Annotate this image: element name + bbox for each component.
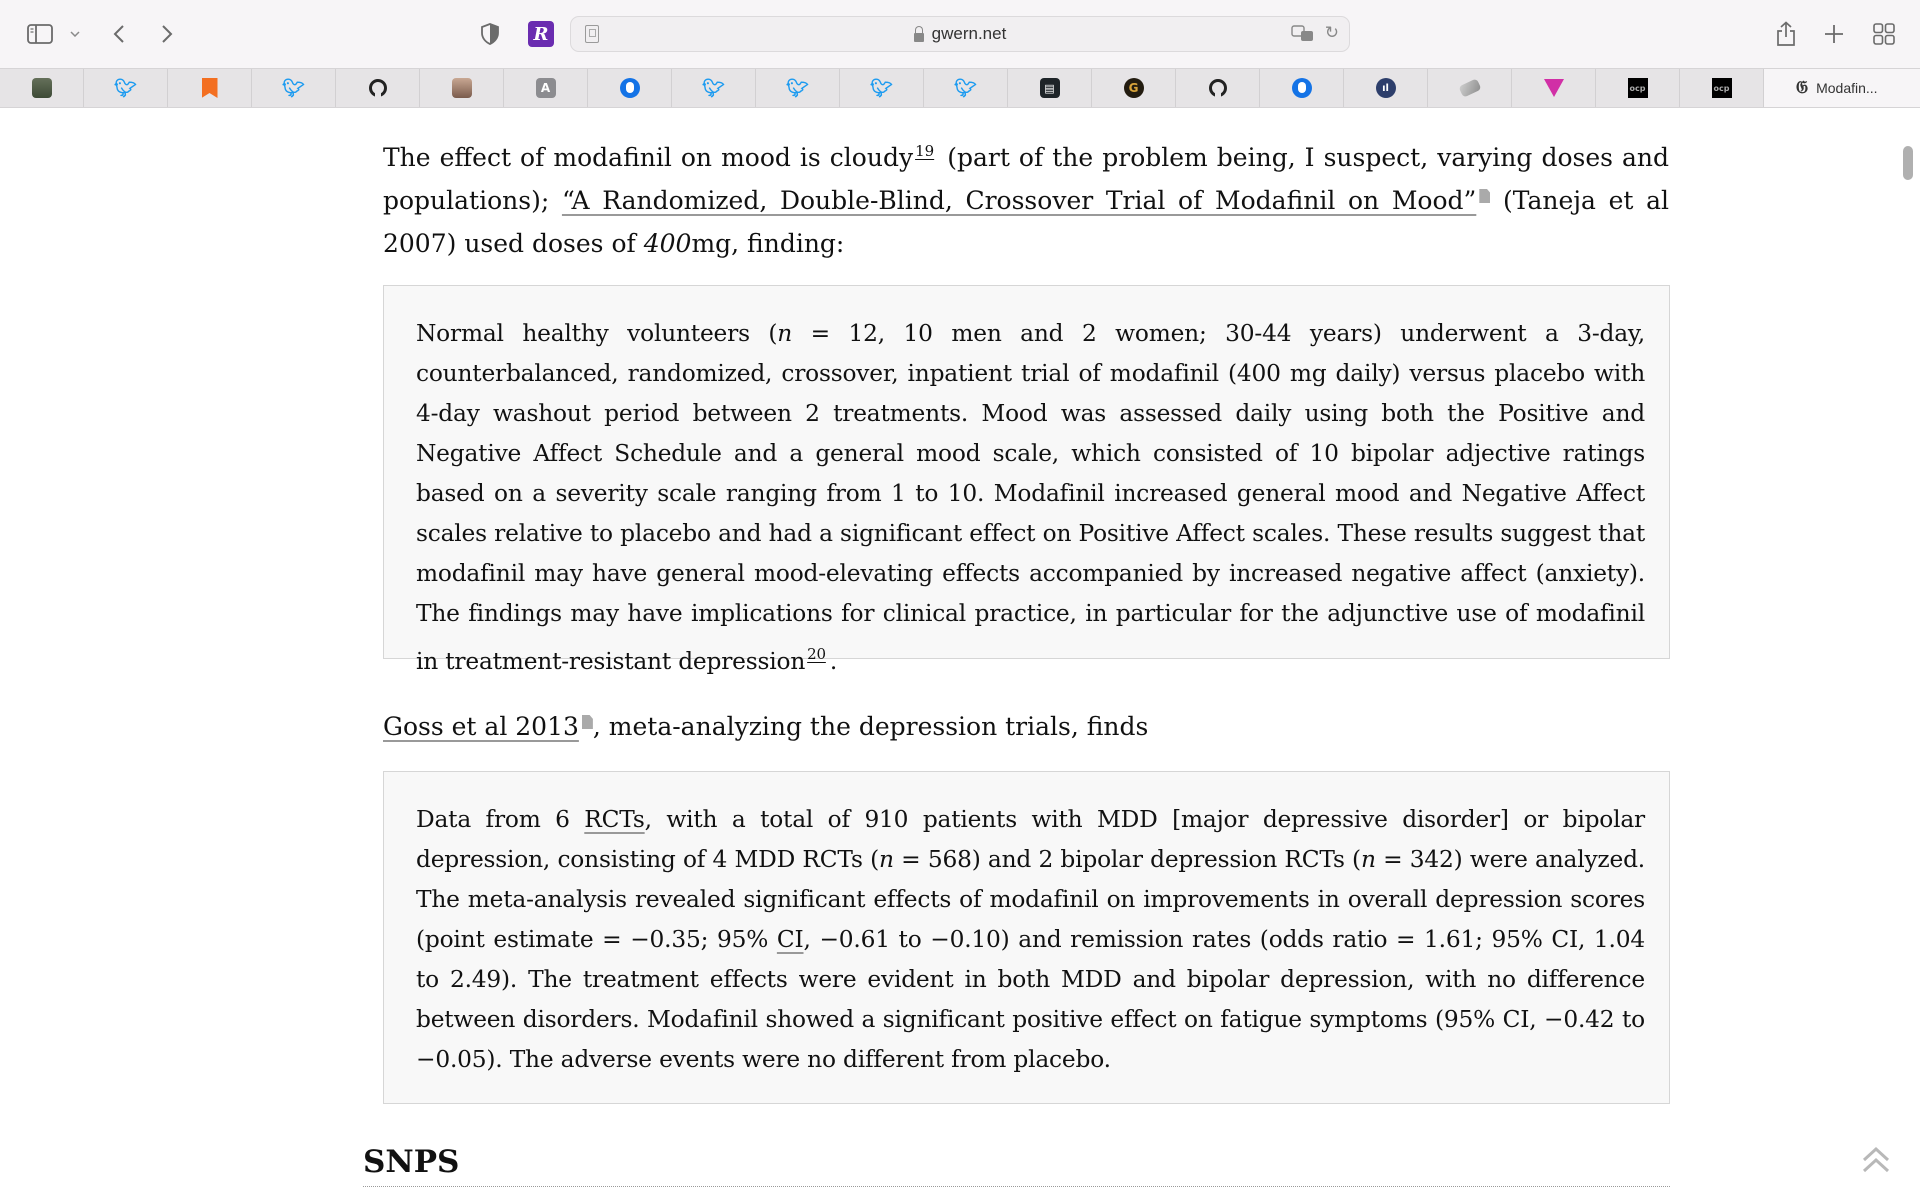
photo-thumbnail-icon (32, 78, 52, 98)
twitter-icon: 🐦︎ (954, 77, 977, 99)
text: , −0.61 to −0.10) and remission rates (odds ratio = 1.61; 95% CI, 1.04 to 2.49). The treatment effects were evident in both MDD and bipolar depression, with no difference between disorders. Modafinil showed a significant positive effect on fatigue symptoms (95% CI, −0.42 to −0.05). The adverse events were no different from placebo. (416, 926, 1645, 1073)
rcts-link[interactable]: RCTs (584, 806, 645, 833)
n-symbol: n (879, 846, 894, 873)
tab-pinned-13[interactable] (1008, 69, 1092, 107)
twitter-icon: 🐦︎ (786, 77, 809, 99)
n-symbol: n (1360, 846, 1376, 873)
intro-paragraph (383, 130, 1669, 265)
back-button[interactable] (108, 20, 130, 48)
tab-pinned-20[interactable] (1596, 69, 1680, 107)
tab-pinned-15[interactable] (1176, 69, 1260, 107)
black-square-icon: ocp (1712, 78, 1732, 98)
scrollbar-thumb[interactable] (1903, 146, 1913, 180)
gwern-logo-icon: 𝔊 (1796, 78, 1809, 98)
new-tab-icon[interactable] (1822, 20, 1846, 48)
chart-globe-icon: ıl (1376, 78, 1396, 98)
tab-title: Modafin... (1816, 80, 1878, 96)
back-to-top-button[interactable] (1858, 1142, 1894, 1178)
goss-paragraph (383, 705, 1669, 748)
dose-value: 400 (643, 229, 692, 258)
double-chevron-up-icon (1858, 1142, 1894, 1178)
eraser-icon (1458, 78, 1481, 97)
twitter-icon: 🐦︎ (702, 77, 725, 99)
text: (part of the problem being, I suspect, varying doses and populations); (383, 143, 1670, 215)
github-icon (369, 79, 387, 97)
text: Data from 6 (416, 806, 585, 833)
tab-pinned-7[interactable] (504, 69, 588, 107)
tab-pinned-11[interactable] (840, 69, 924, 107)
text: , with a total of 910 patients with MDD [major depressive disorder] or bipolar depression, consisting of 4 MDD RCTs ( (416, 806, 1645, 873)
n-symbol: n (777, 320, 793, 347)
portrait-photo-icon (452, 78, 472, 98)
text: Normal healthy volunteers ( (416, 320, 778, 347)
twitter-icon: 🐦︎ (282, 77, 305, 99)
text: = 342) were analyzed. The meta-analysis revealed significant effects of modafinil on improvements in overall depression scores (point estimate = −0.35; 95% (416, 846, 1645, 953)
tab-overview-icon[interactable] (1872, 20, 1896, 48)
share-icon[interactable] (1774, 20, 1798, 48)
tab-pinned-18[interactable] (1428, 69, 1512, 107)
text: = 12, 10 men and 2 women; 30-44 years) underwent a 3-day, counterbalanced, randomized, crossover, inpatient trial of modafinil (400 mg daily) versus placebo with 4-day washout period between 2 treatments. Mood was assessed daily using both the Positive and Negative Affect Schedule and a general mood scale, which consisted of 10 bipolar adjective ratings based on a severity scale ranging from 1 to 10. Modafinil increased general mood and Negative Affect scales relative to placebo and had a significant effect on Positive Affect scales. These results suggest that modafinil may have general mood-elevating effects accompanied by increased negative affect (anxiety). The findings may have implications for clinical practice, in particular for the adjunctive use of modafinil in treatment-resistant depression (416, 320, 1645, 675)
translate-icon[interactable] (1291, 25, 1315, 46)
pink-triangle-icon (1544, 79, 1564, 97)
taneja-abstract-blockquote (383, 285, 1670, 675)
reload-icon[interactable]: ↻ (1324, 23, 1339, 42)
tab-pinned-8[interactable] (588, 69, 672, 107)
privacy-shield-icon[interactable] (478, 20, 502, 48)
tab-pinned-10[interactable] (756, 69, 840, 107)
text: , meta-analyzing the depression trials, finds (592, 712, 1149, 741)
footnote-19-link[interactable]: 19 (915, 142, 935, 160)
chevron-down-icon[interactable] (68, 20, 82, 48)
tab-pinned-2[interactable] (84, 69, 168, 107)
extension-r-icon[interactable]: R (528, 21, 554, 47)
pdf-icon (1479, 189, 1490, 203)
text: The effect of modafinil on mood is cloudy (383, 143, 914, 172)
tab-active[interactable] (1764, 69, 1920, 107)
text: = 568) and 2 bipolar depression RCTs ( (893, 846, 1361, 873)
tab-pinned-5[interactable] (336, 69, 420, 107)
text: . (829, 648, 838, 675)
tab-pinned-6[interactable] (420, 69, 504, 107)
tab-bar (0, 68, 1920, 108)
blue-o-icon (620, 78, 640, 98)
github-icon (1209, 79, 1227, 97)
text: (Taneja et al 2007) used doses of (383, 186, 1669, 258)
letter-a-icon: A (536, 78, 556, 98)
blue-o-icon (1292, 78, 1312, 98)
address-bar[interactable] (570, 16, 1350, 52)
browser-toolbar (0, 0, 1920, 68)
tab-pinned-21[interactable] (1680, 69, 1764, 107)
twitter-icon: 🐦︎ (114, 77, 137, 99)
text: mg, finding: (691, 229, 845, 258)
page-viewport (0, 108, 1920, 1200)
tab-pinned-3[interactable] (168, 69, 252, 107)
twitter-icon: 🐦︎ (870, 77, 893, 99)
url-text: gwern.net (931, 24, 1007, 43)
goss-2013-link[interactable]: Goss et al 2013 (383, 712, 579, 741)
sidebar-toggle-icon[interactable] (26, 20, 54, 48)
ci-link[interactable]: CI (776, 926, 804, 953)
footnote-20-link[interactable]: 20 (807, 645, 826, 663)
tab-pinned-17[interactable] (1344, 69, 1428, 107)
lock-icon (914, 33, 924, 42)
forward-button[interactable] (156, 20, 178, 48)
substack-bookmark-icon (202, 78, 218, 98)
tab-pinned-12[interactable] (924, 69, 1008, 107)
taneja-2007-link[interactable]: “A Randomized, Double-Blind, Crossover Trial of Modafinil on Mood” (561, 186, 1477, 215)
dark-grid-icon: ▤ (1040, 78, 1060, 98)
tab-pinned-4[interactable] (252, 69, 336, 107)
tab-pinned-1[interactable] (0, 69, 84, 107)
section-heading-snps[interactable]: SNPS (363, 1144, 1670, 1187)
tab-pinned-14[interactable] (1092, 69, 1176, 107)
pdf-icon (582, 715, 593, 729)
reader-mode-icon[interactable] (585, 25, 599, 43)
gold-coin-icon: G (1124, 78, 1144, 98)
tab-pinned-16[interactable] (1260, 69, 1344, 107)
tab-pinned-9[interactable] (672, 69, 756, 107)
goss-abstract-blockquote (383, 771, 1670, 1104)
tab-pinned-19[interactable] (1512, 69, 1596, 107)
black-square-icon: ocp (1628, 78, 1648, 98)
